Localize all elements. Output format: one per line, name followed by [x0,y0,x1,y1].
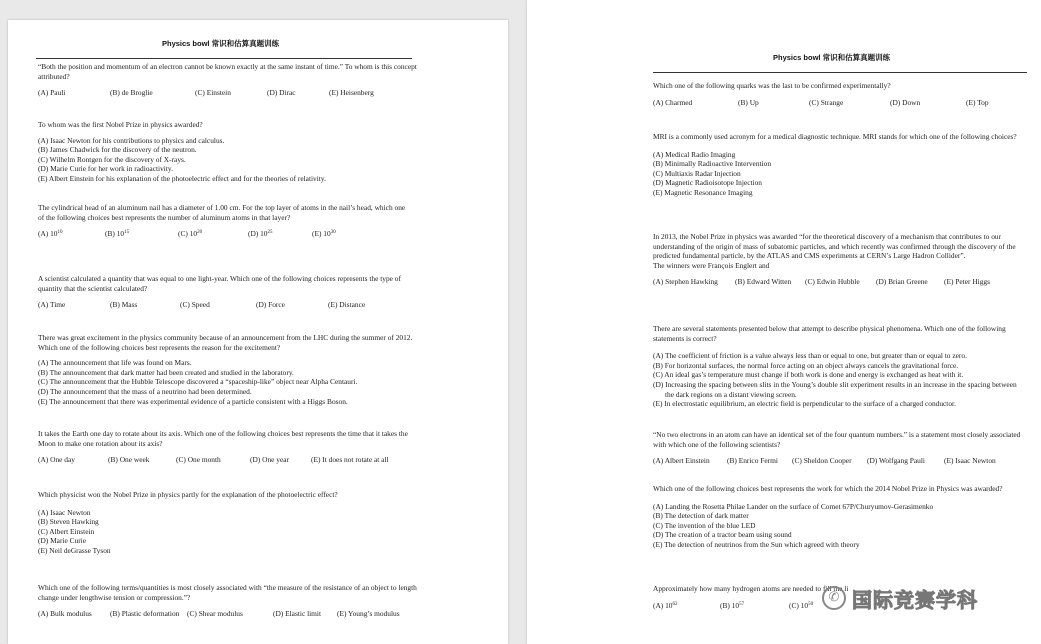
choice: (B) The announcement that dark matter had been created and studied in the laboratory. [38,367,294,377]
document-page-left [8,20,508,644]
title-rule [36,58,412,59]
question-stem: It takes the Earth one day to rotate about its axis. Which one of the following choices best represents the time that it takes the Moon to make one rotation about its axis? [38,429,408,448]
question-stem: Which one of the following terms/quantities is most closely associated with “the measure of the resistance of an object to length change under lengthwise tension or compression.”? [38,583,417,602]
choice: (D) Down [890,97,921,107]
question-1 [653,81,1023,110]
choice: (C) The invention of the blue LED [653,520,756,530]
question-stem: “Both the position and momentum of an electron cannot be known exactly at the same instant of time.” To whom is this concept attributed? [38,62,417,81]
question-3 [653,232,1023,289]
choice: (A) Landing the Rosetta Philae Lander on the surface of Comet 67P/Churyumov-Gerasimenko [653,501,934,511]
choice: (E) Heisenberg [329,88,374,98]
question-4 [38,274,408,312]
choice: (C) Speed [180,300,210,310]
question-5 [653,430,1023,468]
question-stem: Approximately how many hydrogen atoms are needed to fill the li [653,584,849,593]
choice: (B) Minimally Radioactive Intervention [653,159,772,169]
choice: (E) Magnetic Resonance Imaging [653,187,753,197]
choice-list [653,502,1023,550]
choice-row [653,456,1023,468]
choice-row [653,98,1023,110]
watermark-text: 国际竞赛学科 [852,587,978,612]
question-2 [653,132,1023,198]
choice: (E) In electrostatic equilibrium, an electric field is perpendicular to the surface of a charged conductor. [653,399,956,409]
choice: (A) Charmed [653,97,693,107]
choice: (A) Isaac Newton [38,507,91,517]
choice: (A) Isaac Newton for his contributions to physics and calculus. [38,135,225,145]
choice: (A) Stephen Hawking [653,277,718,287]
choice: (E) Top [966,97,989,107]
choice: (A) $10^{62}$ [653,600,678,610]
choice-row [38,88,418,100]
choice: (C) Sheldon Cooper [792,456,852,466]
choice: (B) One week [108,455,150,465]
question-stem: There was great excitement in the physics community because of an announcement from the LHC during the summer of 2012. Which one of the following choices best represents the reason for the excitement? [38,333,413,352]
choice-row [38,609,418,621]
choice: (E) Neil deGrasse Tyson [38,545,111,555]
choice-list [653,150,1023,198]
choice: (D) Dirac [267,88,296,98]
question-6 [38,429,408,467]
choice: (D) $10^{25}$ [248,229,273,239]
choice: (B) Up [738,97,759,107]
choice: (B) For horizontal surfaces, the normal force acting on an object always cancels the gravitational force. [653,360,959,370]
choice: (B) Plastic deformation [110,609,180,619]
choice: (E) Isaac Newton [944,456,996,466]
choice: (A) The announcement that life was found on Mars. [38,358,192,368]
question-4 [653,324,1025,409]
choice: (D) The announcement that the mass of a neutrino had been determined. [38,386,252,396]
choice: (A) Medical Radio Imaging [653,149,736,159]
choice: (B) $10^{15}$ [105,229,130,239]
question-6 [653,484,1023,550]
choice: (B) James Chadwick for the discovery of the neutron. [38,145,197,155]
question-1 [38,62,418,100]
choice: (E) The detection of neutrinos from the Sun which agreed with theory [653,539,860,549]
choice: (A) The coefficient of friction is a value always less than or equal to one, but greater than or equal to zero. [653,351,967,361]
choice: (E) $10^{30}$ [312,229,336,239]
choice: (C) Multiaxis Radar Injection [653,168,741,178]
choice: (E) The announcement that there was experimental evidence of a particle consistent with a Higgs Boson. [38,396,348,406]
question-stem: A scientist calculated a quantity that was equal to one light-year. Which one of the following choices represents the type of quantity that the scientist calculated? [38,274,401,293]
question-stem: “No two electrons in an atom can have an identical set of the four quantum numbers.” is a statement most closely associated with which one of the following scientists? [653,430,1021,449]
question-stem: The cylindrical head of an aluminum nail has a diameter of 1.00 cm. For the top layer of atoms in the nail’s head, which one of the following choices best represents the number of aluminum atoms in that layer? [38,203,406,222]
choice: (E) It does not rotate at all [311,455,389,465]
choice: (B) Enrico Fermi [727,456,778,466]
question-stem: MRI is a commonly used acronym for a medical diagnostic technique. MRI stands for which one of the following choices? [653,132,1017,141]
choice: (B) Mass [110,300,138,310]
choice: (D) One year [250,455,289,465]
choice: (A) $10^{10}$ [38,229,63,239]
choice: (D) Elastic limit [273,609,322,619]
watermark [822,582,1022,614]
choice: (B) de Broglie [110,88,153,98]
choice: (C) One month [176,455,221,465]
choice-row [38,229,408,241]
choice: (B) $10^{57}$ [720,600,745,610]
wechat-icon: ✆ [822,586,846,610]
choice: (E) Young’s modulus [337,609,400,619]
choice: (C) Strange [809,97,844,107]
choice: (C) Edwin Hubble [805,277,860,287]
choice: (B) The detection of dark matter [653,511,749,521]
choice-list [653,351,1025,409]
choice: (D) Increasing the spacing between slits in the Young’s double slit experiment results in an increase in the spacing between the dark regions on a distant viewing screen. [653,379,1017,399]
choice-list [38,508,418,556]
choice: (D) Marie Curie for her work in radioactivity. [38,164,173,174]
choice: (C) Shear modulus [187,609,243,619]
choice: (E) Peter Higgs [944,277,990,287]
page-title: Physics bowl 常识和估算真题训练 [162,39,280,48]
choice-row [38,455,408,467]
question-stem: Which one of the following choices best represents the work for which the 2014 Nobel Prize in Physics was awarded? [653,484,1003,493]
choice: (A) One day [38,455,75,465]
choice: (E) Albert Einstein for his explanation of the photoelectric effect and for the theories of relativity. [38,173,326,183]
choice-list [38,358,418,406]
choice-row [38,300,408,312]
choice: (A) Bulk modulus [38,609,92,619]
question-3 [38,203,408,241]
choice: (A) Time [38,300,66,310]
choice: (B) Edward Witten [735,277,792,287]
choice: (D) Force [256,300,285,310]
choice: (C) $10^{20}$ [178,229,203,239]
choice: (C) The announcement that the Hubble Telescope discovered a “spaceship-like” object near Alpha Centauri. [38,377,358,387]
choice: (D) Magnetic Radioisotope Injection [653,178,762,188]
document-page-right [527,0,1041,644]
choice: (C) Albert Einstein [38,526,95,536]
question-stem: To whom was the first Nobel Prize in physics awarded? [38,120,203,129]
choice: (C) $10^{50}$ [789,600,814,610]
question-8 [38,583,418,621]
question-stem: In 2013, the Nobel Prize in physics was awarded “for the theoretical discovery of a mechanism that contributes to our understanding of the origin of mass of subatomic particles, and which recently was confirmed through the discovery of the predicted fundamental particle, by the ATLAS and CMS experiments at CERN’s Large Hadron Collider”. The winners were François Englert and [653,232,1016,270]
choice-row [653,277,1023,289]
choice: (D) Marie Curie [38,536,87,546]
choice: (D) The creation of a tractor beam using sound [653,530,792,540]
question-5 [38,333,418,406]
choice-list [38,136,418,184]
title-rule [653,72,1027,73]
choice: (E) Distance [328,300,366,310]
choice: (A) Albert Einstein [653,456,710,466]
question-stem: Which physicist won the Nobel Prize in physics partly for the explanation of the photoelectric effect? [38,490,338,499]
page-title: Physics bowl 常识和估算真题训练 [773,53,891,62]
choice: (C) Einstein [195,88,231,98]
choice: (C) Wilhelm Rontgen for the discovery of X-rays. [38,154,186,164]
question-stem: There are several statements presented below that attempt to describe physical phenomena. Which one of the following statements is correct? [653,324,1006,343]
choice: (B) Steven Hawking [38,517,99,527]
choice: (D) Brian Greene [876,277,928,287]
question-stem: Which one of the following quarks was the last to be confirmed experimentally? [653,81,891,90]
choice: (A) Pauli [38,88,66,98]
choice: (C) An ideal gas’s temperature must change if both work is done and energy is exchanged as heat with it. [653,370,964,380]
choice: (D) Wolfgang Pauli [867,456,925,466]
question-7 [38,490,418,556]
question-2 [38,120,418,184]
